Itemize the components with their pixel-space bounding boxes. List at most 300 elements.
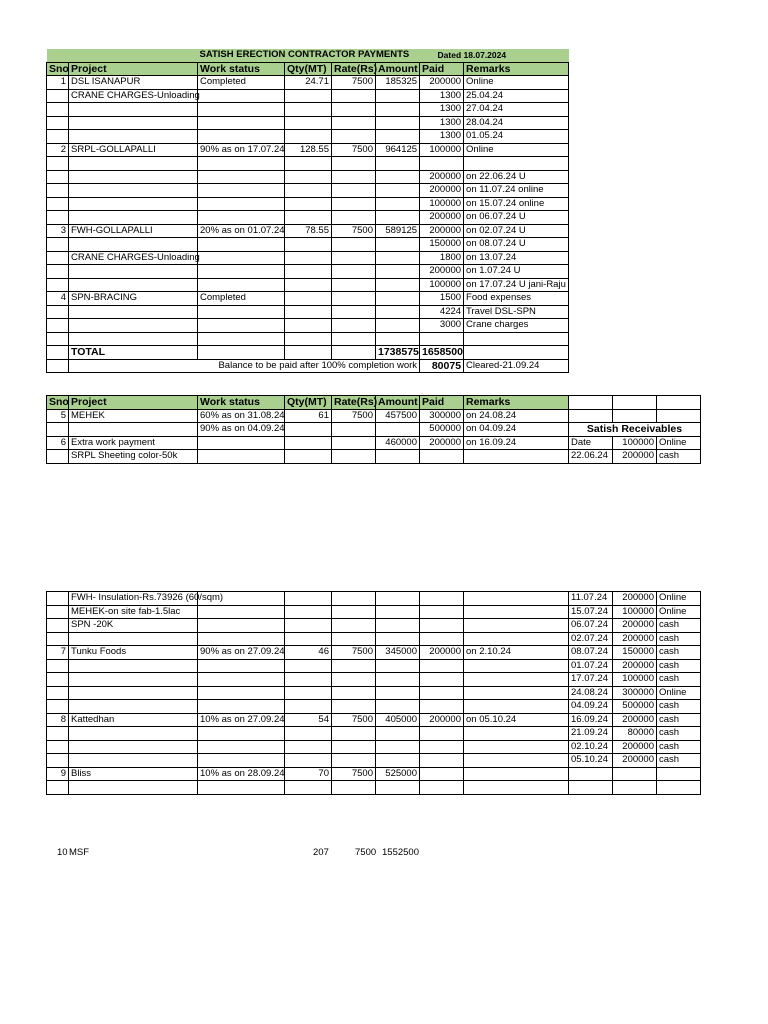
- cell: [47, 197, 69, 211]
- cell: [464, 659, 569, 673]
- col-header: Work status: [198, 62, 285, 76]
- cell: [69, 659, 198, 673]
- receivable-cell: cash: [657, 700, 701, 714]
- cell: [47, 359, 69, 373]
- cell: [332, 89, 376, 103]
- cell: Extra work payment: [69, 436, 198, 450]
- cell: on 1.07.24 U: [464, 265, 569, 279]
- cell: [285, 450, 332, 464]
- cell: [47, 116, 69, 130]
- cell: [198, 265, 285, 279]
- cell: [285, 700, 332, 714]
- cell: [69, 740, 198, 754]
- table-row: [47, 319, 569, 333]
- cell: FWH- Insulation-Rs.73926 (60/sqm): [69, 592, 198, 606]
- table-row: [47, 409, 701, 423]
- cell: [332, 700, 376, 714]
- cell: [464, 450, 569, 464]
- title-row: [47, 49, 569, 62]
- cell: [69, 754, 198, 768]
- cell: [69, 157, 198, 171]
- cell: [285, 184, 332, 198]
- msf-amount: 1552500: [382, 847, 419, 858]
- cell: on 2.10.24: [464, 646, 569, 660]
- payments-table-3: [46, 591, 701, 795]
- cell: [285, 332, 332, 346]
- cell: [69, 686, 198, 700]
- table-row: [47, 116, 569, 130]
- receivable-cell: 21.09.24: [569, 727, 613, 741]
- receivable-cell: 15.07.24: [569, 605, 613, 619]
- table-row: [47, 423, 701, 437]
- table-row: [47, 767, 701, 781]
- cell: Online: [464, 143, 569, 157]
- table-row: [47, 170, 569, 184]
- cell: [198, 89, 285, 103]
- cell: [285, 211, 332, 225]
- cell: [376, 184, 420, 198]
- cell: [420, 450, 464, 464]
- cell: on 22.06.24 U: [464, 170, 569, 184]
- cell: 200000: [420, 265, 464, 279]
- receivable-cell: 200000: [613, 740, 657, 754]
- cell: [332, 251, 376, 265]
- cell: on 24.08.24: [464, 409, 569, 423]
- cell: [376, 450, 420, 464]
- cell: [47, 700, 69, 714]
- cell: [376, 197, 420, 211]
- table-row: [47, 740, 701, 754]
- cell: 460000: [376, 436, 420, 450]
- cell: 100000: [420, 278, 464, 292]
- cell: [464, 619, 569, 633]
- cell: [464, 346, 569, 360]
- cell: [332, 103, 376, 117]
- cell: 7500: [332, 76, 376, 90]
- cell: 4: [47, 292, 69, 306]
- cell: [47, 265, 69, 279]
- cell: [198, 605, 285, 619]
- cell: 589125: [376, 224, 420, 238]
- cell: [69, 423, 198, 437]
- cell: [285, 130, 332, 144]
- cell: 60% as on 31.08.24: [198, 409, 285, 423]
- cell: [198, 238, 285, 252]
- table-row: [47, 184, 569, 198]
- cell: [332, 592, 376, 606]
- cell: [285, 423, 332, 437]
- cell: [198, 700, 285, 714]
- receivable-cell: 06.07.24: [569, 619, 613, 633]
- cell: [69, 319, 198, 333]
- cell: [285, 292, 332, 306]
- cell: [47, 319, 69, 333]
- cell: 27.04.24: [464, 103, 569, 117]
- receivable-cell: Online: [657, 592, 701, 606]
- table-row: [47, 143, 569, 157]
- col-header: Remarks: [464, 396, 569, 410]
- receivable-cell: 100000: [613, 673, 657, 687]
- msf-qty: 207: [313, 847, 329, 858]
- cell: [47, 346, 69, 360]
- cell: [332, 423, 376, 437]
- cell: Food expenses: [464, 292, 569, 306]
- cell: [332, 305, 376, 319]
- table-row: [47, 781, 701, 795]
- receivable-cell: Date: [569, 436, 613, 450]
- cell: SRPL-GOLLAPALLI: [69, 143, 198, 157]
- cell: [69, 116, 198, 130]
- cell: [47, 278, 69, 292]
- total-row: [47, 346, 569, 360]
- cell: [47, 184, 69, 198]
- table-row: [47, 238, 569, 252]
- cell: [198, 450, 285, 464]
- cell: 7500: [332, 409, 376, 423]
- cell: CRANE CHARGES-Unloading: [69, 251, 198, 265]
- cell: [47, 238, 69, 252]
- cell: 4224: [420, 305, 464, 319]
- cell: [285, 346, 332, 360]
- cell: 200000: [420, 436, 464, 450]
- cell: [332, 116, 376, 130]
- cell: [47, 103, 69, 117]
- cell: [47, 157, 69, 171]
- cell: [332, 292, 376, 306]
- total-paid: 1658500: [420, 346, 464, 360]
- cell: 8: [47, 713, 69, 727]
- receivable-cell: 02.07.24: [569, 632, 613, 646]
- col-header: Amount: [376, 62, 420, 76]
- cell: 9: [47, 767, 69, 781]
- cell: [376, 632, 420, 646]
- cell: 24.71: [285, 76, 332, 90]
- balance-label: Balance to be paid after 100% completion work: [69, 359, 420, 373]
- cell: [376, 130, 420, 144]
- receivable-cell: 500000: [613, 700, 657, 714]
- cell: [69, 781, 198, 795]
- table-row: [47, 700, 701, 714]
- col-header: Project: [69, 396, 198, 410]
- receivable-cell: Online: [657, 436, 701, 450]
- col-header: Qty(MT): [285, 62, 332, 76]
- cell: [376, 592, 420, 606]
- payments-table: [46, 49, 569, 373]
- cell: 46: [285, 646, 332, 660]
- cell: 200000: [420, 184, 464, 198]
- cell: [285, 436, 332, 450]
- cell: on 05.10.24: [464, 713, 569, 727]
- cell: [285, 686, 332, 700]
- receivable-cell: 100000: [613, 436, 657, 450]
- cell: [332, 184, 376, 198]
- cell: [420, 619, 464, 633]
- receivable-cell: 05.10.24: [569, 754, 613, 768]
- cell: [47, 659, 69, 673]
- cell: [47, 211, 69, 225]
- table-row: [47, 89, 569, 103]
- cell: [69, 265, 198, 279]
- header-row: [47, 396, 701, 410]
- cell: [69, 130, 198, 144]
- col-header: Rate(Rs): [332, 396, 376, 410]
- cell: [332, 157, 376, 171]
- cell: 2: [47, 143, 69, 157]
- cell: [69, 305, 198, 319]
- table-row: [47, 727, 701, 741]
- cell: 54: [285, 713, 332, 727]
- cell: [420, 781, 464, 795]
- cell: [376, 89, 420, 103]
- receivable-cell: cash: [657, 727, 701, 741]
- col-header: Rate(Rs): [332, 62, 376, 76]
- cell: [285, 754, 332, 768]
- cell: [420, 740, 464, 754]
- cell: [420, 727, 464, 741]
- cell: SRPL Sheeting color-50k: [69, 450, 198, 464]
- msf-rate: 7500: [355, 847, 377, 858]
- cell: [198, 659, 285, 673]
- cell: [69, 103, 198, 117]
- table-row: [47, 157, 569, 171]
- cell: [376, 673, 420, 687]
- cell: [47, 754, 69, 768]
- table-row: [47, 305, 569, 319]
- sheet-title: SATISH ERECTION CONTRACTOR PAYMENTS: [198, 49, 420, 62]
- cell: on 13.07.24: [464, 251, 569, 265]
- cell: [47, 170, 69, 184]
- cell: [376, 278, 420, 292]
- cell: [376, 251, 420, 265]
- cell: 200000: [420, 713, 464, 727]
- cell: [376, 423, 420, 437]
- cell: [332, 781, 376, 795]
- cell: [69, 184, 198, 198]
- cell: [285, 781, 332, 795]
- cell: [376, 238, 420, 252]
- col-header: Sno: [47, 62, 69, 76]
- cell: [376, 754, 420, 768]
- receivable-cell: 80000: [613, 727, 657, 741]
- table-row: [47, 332, 569, 346]
- cell: [332, 238, 376, 252]
- cell: [420, 754, 464, 768]
- balance-value: 80075: [420, 359, 464, 373]
- cell: 128.55: [285, 143, 332, 157]
- cell: [420, 605, 464, 619]
- cell: [376, 211, 420, 225]
- cell: [69, 332, 198, 346]
- cell: [376, 659, 420, 673]
- cell: 10% as on 27.09.24: [198, 713, 285, 727]
- cell: [332, 632, 376, 646]
- cell: [285, 197, 332, 211]
- cell: [285, 319, 332, 333]
- cell: [376, 305, 420, 319]
- cell: [198, 673, 285, 687]
- cell: [285, 170, 332, 184]
- cell: [69, 211, 198, 225]
- cell: [69, 700, 198, 714]
- table-row: [47, 130, 569, 144]
- receivable-cell: 01.07.24: [569, 659, 613, 673]
- cell: [332, 170, 376, 184]
- table-row: [47, 646, 701, 660]
- cell: 7500: [332, 767, 376, 781]
- cell: 90% as on 04.09.24: [198, 423, 285, 437]
- table-row: [47, 224, 569, 238]
- receivable-cell: [657, 767, 701, 781]
- receivable-cell: 200000: [613, 619, 657, 633]
- cell: [198, 197, 285, 211]
- table-row: [47, 76, 569, 90]
- cell: [332, 754, 376, 768]
- cell: Online: [464, 76, 569, 90]
- receivable-cell: 200000: [613, 713, 657, 727]
- cell: [69, 170, 198, 184]
- col-header: Paid: [420, 396, 464, 410]
- table-row: [47, 103, 569, 117]
- table-row: [47, 251, 569, 265]
- receivable-cell: 150000: [613, 646, 657, 660]
- cell: 100000: [420, 143, 464, 157]
- cell: on 11.07.24 online: [464, 184, 569, 198]
- cell: [198, 686, 285, 700]
- cell: 150000: [420, 238, 464, 252]
- cell: [198, 619, 285, 633]
- cell: 7500: [332, 143, 376, 157]
- cell: 6: [47, 436, 69, 450]
- table-row: [47, 592, 701, 606]
- cell: [47, 781, 69, 795]
- cell: [285, 89, 332, 103]
- cell: [420, 632, 464, 646]
- cell: [464, 673, 569, 687]
- cell: 345000: [376, 646, 420, 660]
- cell: [285, 740, 332, 754]
- receivable-cell: 08.07.24: [569, 646, 613, 660]
- cell: [376, 157, 420, 171]
- receivable-cell: 200000: [613, 659, 657, 673]
- cell: 28.04.24: [464, 116, 569, 130]
- cell: [332, 265, 376, 279]
- cell: [198, 251, 285, 265]
- cell: 7500: [332, 713, 376, 727]
- cell: [198, 727, 285, 741]
- sheet-date: Dated 18.07.2024: [420, 49, 569, 62]
- cell: [420, 700, 464, 714]
- cell: [464, 632, 569, 646]
- cell: 5: [47, 409, 69, 423]
- cell: [464, 740, 569, 754]
- cell: [47, 605, 69, 619]
- payments-table-2: [46, 395, 701, 464]
- receivable-cell: cash: [657, 659, 701, 673]
- cell: [47, 305, 69, 319]
- cell: [47, 130, 69, 144]
- cell: [285, 278, 332, 292]
- cell: 100000: [420, 197, 464, 211]
- cell: MEHEK-on site fab-1.5lac: [69, 605, 198, 619]
- receivable-cell: [657, 409, 701, 423]
- cell: [376, 605, 420, 619]
- cell: [376, 727, 420, 741]
- cell: [464, 592, 569, 606]
- cell: [332, 673, 376, 687]
- cell: [613, 396, 657, 410]
- cell: [420, 767, 464, 781]
- cell: 10% as on 28.09.24: [198, 767, 285, 781]
- cell: 01.05.24: [464, 130, 569, 144]
- table-row: [47, 673, 701, 687]
- receivable-cell: [613, 409, 657, 423]
- cell: [285, 659, 332, 673]
- cell: 1300: [420, 116, 464, 130]
- receivable-cell: [569, 767, 613, 781]
- table-row: [47, 754, 701, 768]
- cell: [47, 632, 69, 646]
- cell: [198, 305, 285, 319]
- cell: 20% as on 01.07.24: [198, 224, 285, 238]
- cell: [376, 319, 420, 333]
- cell: [198, 632, 285, 646]
- cell: [332, 130, 376, 144]
- receivable-cell: 16.09.24: [569, 713, 613, 727]
- cell: [464, 781, 569, 795]
- cell: [285, 265, 332, 279]
- cell: [332, 197, 376, 211]
- cell: [285, 619, 332, 633]
- cell: 90% as on 27.09.24: [198, 646, 285, 660]
- balance-row: [47, 359, 569, 373]
- receivable-cell: cash: [657, 619, 701, 633]
- cell: [376, 740, 420, 754]
- cell: 1500: [420, 292, 464, 306]
- cell: 1300: [420, 89, 464, 103]
- cell: Bliss: [69, 767, 198, 781]
- table-row: [47, 197, 569, 211]
- table-row: [47, 686, 701, 700]
- cell: [47, 423, 69, 437]
- cell: DSL ISANAPUR: [69, 76, 198, 90]
- cell: 1800: [420, 251, 464, 265]
- cell: 1: [47, 76, 69, 90]
- header-row: [47, 62, 569, 76]
- cell: [464, 754, 569, 768]
- cell: [285, 238, 332, 252]
- cell: FWH-GOLLAPALLI: [69, 224, 198, 238]
- cell: [285, 251, 332, 265]
- cell: 964125: [376, 143, 420, 157]
- table-row: [47, 292, 569, 306]
- cell: MEHEK: [69, 409, 198, 423]
- cell: [376, 265, 420, 279]
- cell: 500000: [420, 423, 464, 437]
- total-label: TOTAL: [69, 346, 198, 360]
- cell: [464, 767, 569, 781]
- cell: 78.55: [285, 224, 332, 238]
- cell: 457500: [376, 409, 420, 423]
- cell: Completed: [198, 76, 285, 90]
- cell: Crane charges: [464, 319, 569, 333]
- cell: [47, 686, 69, 700]
- cell: [376, 700, 420, 714]
- receivable-cell: cash: [657, 740, 701, 754]
- table-row: [47, 605, 701, 619]
- cell: [285, 632, 332, 646]
- cell: SPN-BRACING: [69, 292, 198, 306]
- receivable-cell: 200000: [613, 592, 657, 606]
